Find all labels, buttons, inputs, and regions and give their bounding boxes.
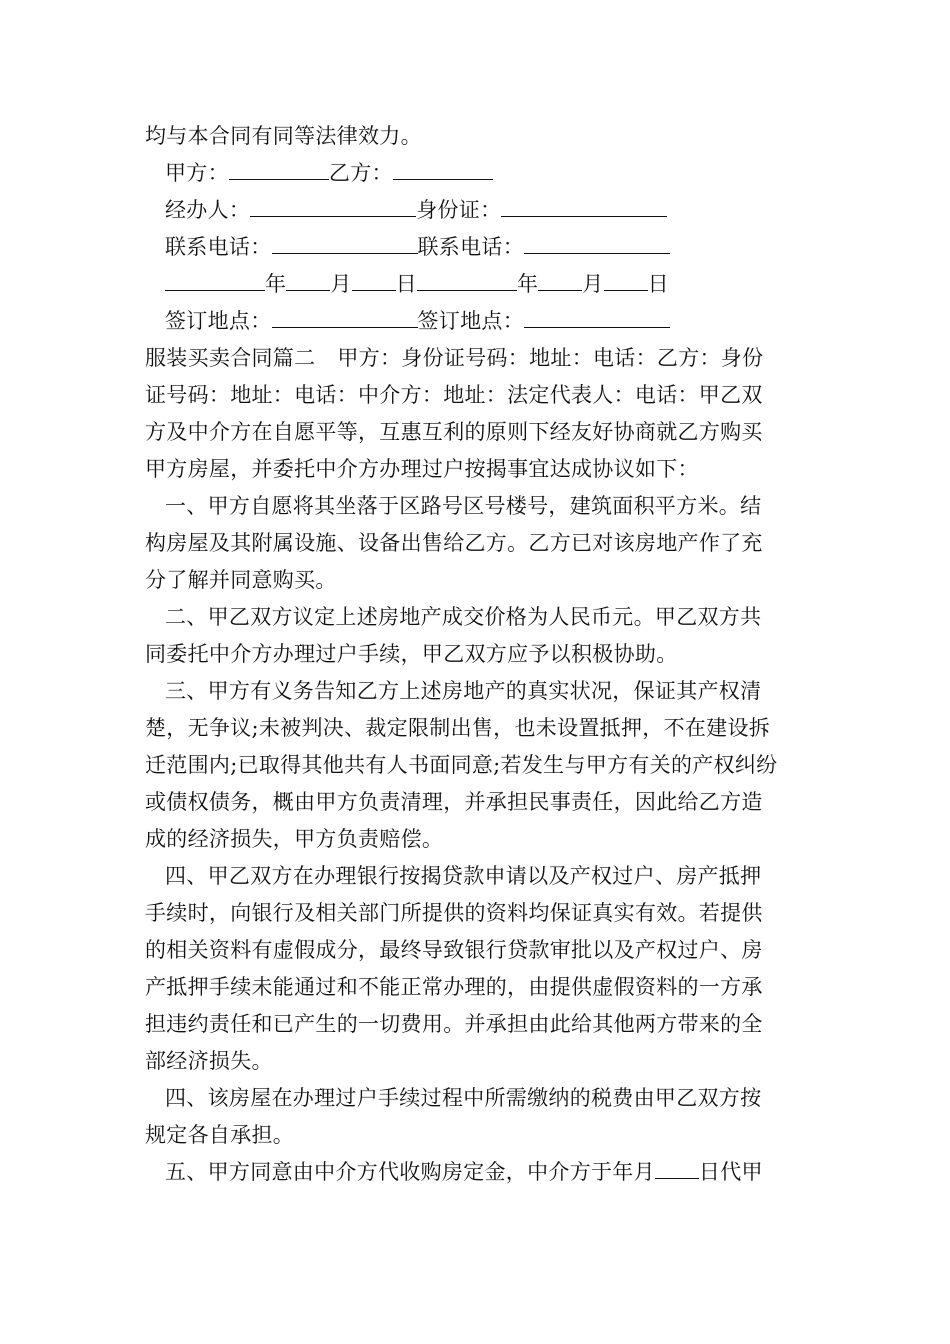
party-signature-line bbox=[145, 155, 805, 192]
clause-five-text-before: 五、甲方同意由中介方代收购房定金，中介方于年月 bbox=[165, 1160, 655, 1184]
year-b-label: 年 bbox=[516, 272, 539, 296]
place-a-blank bbox=[272, 303, 418, 328]
party-a-blank bbox=[229, 155, 329, 180]
clause-three-line: 成的经济损失，甲方负责赔偿。 bbox=[145, 827, 444, 851]
month-b-blank bbox=[538, 266, 582, 291]
agent-blank bbox=[250, 192, 416, 217]
clause-three-line: 楚，无争议;未被判决、裁定限制出售，也未设置抵押，不在建设拆 bbox=[145, 716, 771, 740]
date-blank bbox=[655, 1154, 699, 1179]
clause-one-line: 分了解并同意购买。 bbox=[145, 568, 337, 592]
year-a-blank bbox=[165, 266, 265, 291]
phone-label-a: 联系电话： bbox=[165, 235, 272, 259]
month-a-label: 月 bbox=[330, 272, 352, 296]
phone-b-blank bbox=[524, 229, 670, 254]
clause-two-line: 同委托中介方办理过户手续，甲乙双方应予以积极协助。 bbox=[145, 642, 678, 666]
clause-two-line: 二、甲乙双方议定上述房地产成交价格为人民币元。甲乙双方共 bbox=[165, 605, 762, 629]
phone-line bbox=[145, 229, 805, 266]
clause-three-line: 迁范围内;已取得其他共有人书面同意;若发生与甲方有关的产权纠纷 bbox=[145, 753, 778, 777]
section-two-heading: 服装买卖合同篇二 bbox=[145, 346, 316, 370]
day-a-label: 日 bbox=[395, 272, 417, 296]
month-b-label: 月 bbox=[582, 272, 604, 296]
agent-label: 经办人： bbox=[165, 198, 251, 222]
section-two-heading-line bbox=[145, 340, 805, 377]
clause-five-line bbox=[145, 1154, 805, 1191]
party-b-blank bbox=[393, 155, 493, 180]
day-b-blank bbox=[604, 266, 648, 291]
section-two-line: 证号码：地址：电话：中介方：地址：法定代表人：电话：甲乙双 bbox=[145, 383, 763, 407]
id-label: 身份证： bbox=[416, 198, 502, 222]
phone-label-b: 联系电话： bbox=[417, 235, 524, 259]
clause-three-line: 三、甲方有义务告知乙方上述房地产的真实状况，保证其产权清 bbox=[165, 679, 762, 703]
party-a-label: 甲方： bbox=[165, 161, 229, 185]
date-line bbox=[145, 266, 805, 303]
clause-tax-line: 四、该房屋在办理过户手续过程中所需缴纳的税费由甲乙双方按 bbox=[165, 1086, 762, 1110]
id-blank bbox=[501, 192, 667, 217]
document-page bbox=[145, 118, 805, 1191]
day-b-label: 日 bbox=[647, 272, 669, 296]
section-two-line: 甲方房屋，并委托中介方办理过户按揭事宜达成协议如下： bbox=[145, 457, 699, 481]
clause-five-text-after: 日代甲 bbox=[698, 1160, 763, 1184]
section-two-line: 甲方：身份证号码：地址：电话：乙方：身份 bbox=[337, 346, 764, 370]
clause-four-line: 产抵押手续未能通过和不能正常办理的，由提供虚假资料的一方承 bbox=[145, 975, 763, 999]
clause-one-line: 构房屋及其附属设施、设备出售给乙方。乙方已对该房地产作了充 bbox=[145, 531, 763, 555]
year-b-blank bbox=[417, 266, 517, 291]
place-label-a: 签订地点： bbox=[165, 309, 272, 333]
section-two-line: 方及中介方在自愿平等，互惠互利的原则下经友好协商就乙方购买 bbox=[145, 420, 763, 444]
clause-three-line: 或债权债务，概由甲方负责清理，并承担民事责任，因此给乙方造 bbox=[145, 790, 763, 814]
clause-tax-line: 规定各自承担。 bbox=[145, 1123, 295, 1147]
clause-four-line: 手续时，向银行及相关部门所提供的资料均保证真实有效。若提供 bbox=[145, 901, 763, 925]
clause-four-line: 担违约责任和已产生的一切费用。并承担由此给其他两方带来的全 bbox=[145, 1012, 763, 1036]
clause-one-line: 一、甲方自愿将其坐落于区路号区号楼号，建筑面积平方米。结 bbox=[165, 494, 762, 518]
place-label-b: 签订地点： bbox=[417, 309, 524, 333]
clause-four-line: 的相关资料有虚假成分，最终导致银行贷款审批以及产权过户、房 bbox=[145, 938, 763, 962]
month-a-blank bbox=[286, 266, 330, 291]
day-a-blank bbox=[352, 266, 396, 291]
clause-four-line: 四、甲乙双方在办理银行按揭贷款申请以及产权过户、房产抵押 bbox=[165, 864, 762, 888]
year-a-label: 年 bbox=[265, 272, 287, 296]
phone-a-blank bbox=[272, 229, 418, 254]
place-line bbox=[145, 303, 805, 340]
party-b-label: 乙方： bbox=[328, 161, 393, 185]
clause-four-line: 部经济损失。 bbox=[145, 1049, 273, 1073]
place-b-blank bbox=[524, 303, 670, 328]
intro-line: 均与本合同有同等法律效力。 bbox=[145, 124, 422, 148]
agent-line bbox=[145, 192, 805, 229]
